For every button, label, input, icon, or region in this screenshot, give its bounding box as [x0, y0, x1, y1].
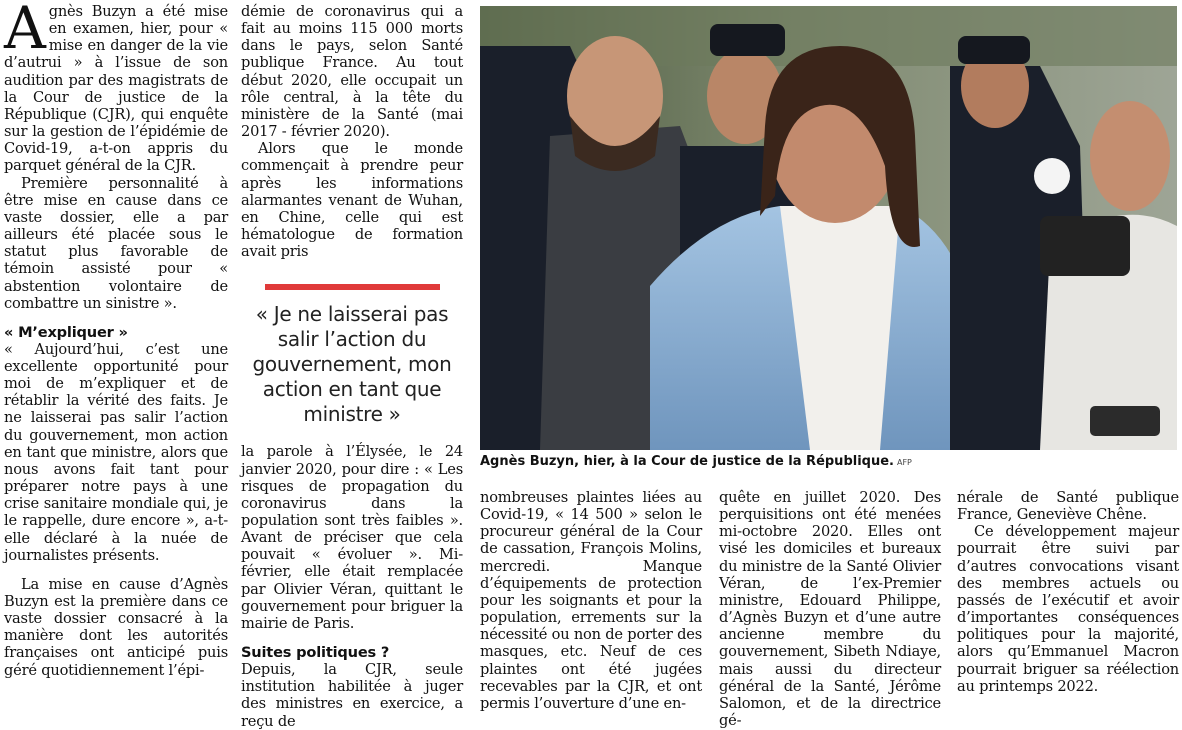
paragraph: Alors que le monde commençait à prendre peur après les informations alarmantes venant de Wuhan, en Chine, celle qui est hématologue de formation avait pris	[241, 140, 463, 261]
paragraph: La mise en cause d’Agnès Buzyn est la première dans ce vaste dossier consacré à la manière dont les autorités françaises ont anticipé puis géré quotidiennement l’épi-	[4, 575, 228, 679]
paragraph: quête en juillet 2020. Des perquisitions ont été menées mi-octobre 2020. Elles ont visé les domiciles et bureaux du ministre de la Santé Olivier Véran, de l’ex-Premier ministre, Edouard Philippe, d’Agnès Buzyn et d’une autre ancienne membre du gouvernement, Sibeth Ndiaye, mais aussi du directeur général de la Santé, Jérôme Salomon, et de la directrice gé-	[719, 489, 941, 730]
article-column-4	[719, 489, 941, 729]
subheading: « M’expliquer »	[4, 323, 128, 341]
paragraph: nérale de Santé publique France, Geneviève Chêne.	[957, 489, 1179, 524]
photo-credit: AFP	[896, 458, 912, 467]
caption-text: Agnès Buzyn, hier, à la Cour de justice de la République.	[480, 454, 894, 469]
article-column-3	[480, 489, 702, 712]
subheading: Suites politiques ?	[241, 644, 390, 662]
paragraph: Depuis, la CJR, seule institution habilitée à juger des ministres en exercice, a reçu de	[241, 661, 463, 730]
article-column-2	[241, 3, 463, 730]
paragraph: « Aujourd’hui, c’est une excellente opportunité pour moi de m’expliquer et de rétablir la vérité des faits. Je ne laisserai pas salir l’action du gouvernement, mon action en tant que ministre, alors que nous avons fait tant pour préparer notre pays à une crise sanitaire mondiale qui, je le rappelle, dure encore », a-t-elle déclaré à la nuée de journalistes présents.	[4, 340, 228, 564]
article-column-1	[4, 0, 228, 679]
paragraph: Ce développement majeur pourrait être suivi par d’autres convocations visant des membres actuels ou passés de l’exécutif et avoir d’importantes conséquences politiques pour la majorité, alors qu’Emmanuel Macron pourrait briguer sa réélection au printemps 2022.	[957, 523, 1179, 695]
lead-paragraph: gnès Buzyn a été mise en examen, hier, pour « mise en danger de la vie d’autrui » à l’issue de son audition par des magistrats de la Cour de justice de la République (CJR), qui enquête sur la gestion de l’épidémie de Covid-19, a-t-on appris du parquet général de la CJR.	[4, 3, 228, 175]
pull-quote-text: « Je ne laisserai pas salir l’action du gouvernement, mon action en tant que ministre »	[252, 302, 452, 427]
drop-cap: A	[4, 0, 46, 62]
paragraph: nombreuses plaintes liées au Covid-19, « 14 500 » selon le procureur général de la Cour de cassation, François Molins, mercredi. Manque d’équipements de protection pour les soignants et pour la population, errements sur la nécessité ou non de porter des masques, etc. Neuf de ces plaintes ont été jugées recevables par la CJR, et ont permis l’ouverture d’une en-	[480, 489, 702, 712]
pull-quote	[241, 284, 463, 427]
paragraph: démie de coronavirus qui a fait au moins 115 000 morts dans le pays, selon Santé publique France. Au tout début 2020, elle occupait un rôle central, à la tête du ministère de la Santé (mai 2017 - février 2020).	[241, 3, 463, 141]
pull-quote-rule	[265, 284, 440, 290]
paragraph: Première personnalité à être mise en cause dans ce vaste dossier, elle a par ailleurs été placée sous le statut plus favorable de témoin assisté pour « abstention volontaire de combattre un sinistre ».	[4, 174, 228, 312]
article-column-5	[957, 489, 1179, 695]
paragraph: la parole à l’Élysée, le 24 janvier 2020, pour dire : « Les risques de propagation du coronavirus dans la population sont très faibles ». Avant de préciser que cela pouvait « évoluer ». Mi-février, elle était remplacée par Olivier Véran, quittant le gouvernement pour briguer la mairie de Paris.	[241, 443, 463, 632]
news-photo	[480, 6, 1177, 450]
photo-caption	[480, 454, 1177, 471]
